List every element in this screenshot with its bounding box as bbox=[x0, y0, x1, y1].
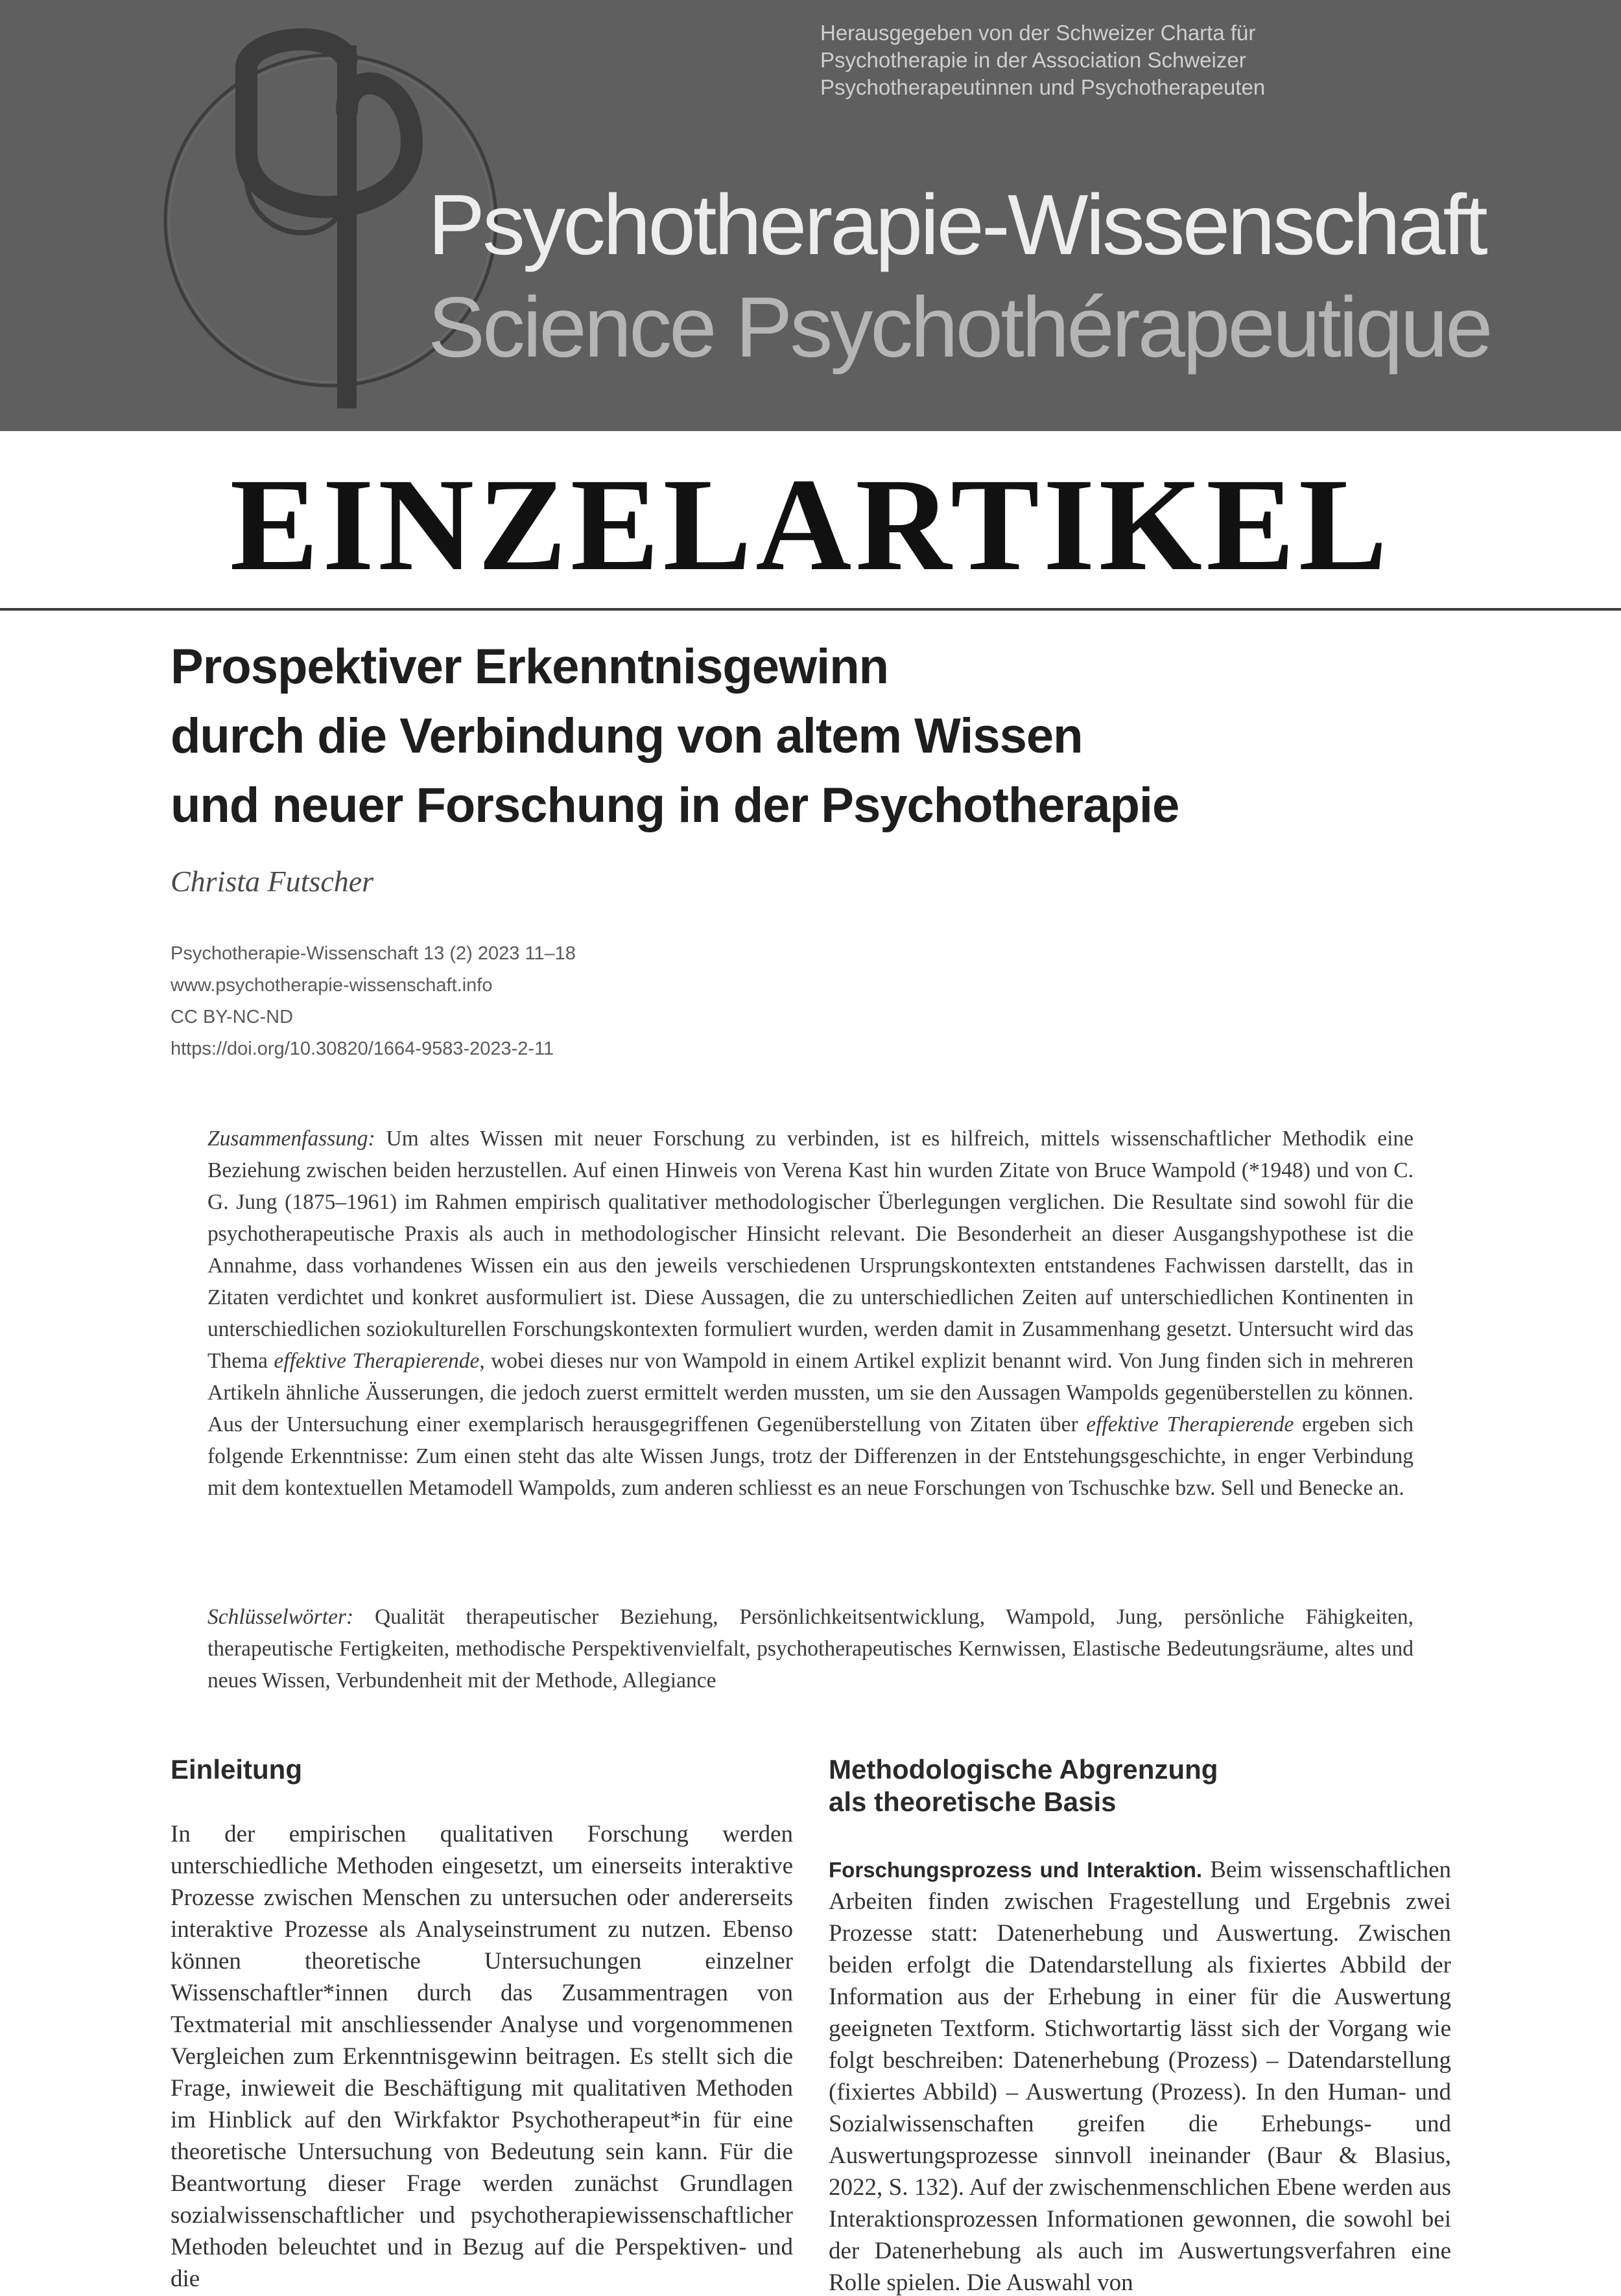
publisher-note-line: Psychotherapie in der Association Schweizer bbox=[820, 48, 1246, 72]
section-heading-line: Methodologische Abgrenzung bbox=[829, 1754, 1218, 1785]
doi-link[interactable]: https://doi.org/10.30820/1664-9583-2023-2-11 bbox=[171, 1038, 554, 1059]
journal-title-french: Science Psychothérapeutique bbox=[428, 279, 1491, 375]
article-title-line: und neuer Forschung in der Psychotherapie bbox=[171, 778, 1179, 833]
abstract-label: Zusammenfassung: bbox=[207, 1127, 375, 1151]
article-title-line: durch die Verbindung von altem Wissen bbox=[171, 709, 1083, 764]
abstract bbox=[207, 1123, 1414, 1504]
body-paragraph bbox=[829, 1854, 1451, 2296]
abstract-text: ergeben sich folgende Erkenntnisse: Zum einen steht das alte Wissen Jungs, trotz der Differenzen in der Entstehungsgeschichte, in enger Verbindung mit dem kontextuellen Metamodell Wampolds, zum anderen schliesst es an neue Forschungen von Tschuschke bzw. Sell und Benecke an. bbox=[207, 1412, 1414, 1500]
body-paragraph-text: Beim wissenschaftlichen Arbeiten finden zwischen Fragestellung und Ergebnis zwei Prozesse statt: Datenerhebung und Auswertung. Zwischen beiden erfolgt die Datendarstellung als fixiertes Abbild der Information aus der Erhebung in einer für die Auswertung geeigneten Textform. Stichwortartig lässt sich der Vorgang wie folgt beschreiben: Datenerhebung (Prozess) – Datendarstellung (fixiertes Abbild) – Auswertung (Prozess). In den Human- und Sozialwissenschaften greifen die Erhebungs- und Auswertungsprozesse sinnvoll ineinander (Baur & Blasius, 2022, S. 132). Auf der zwischenmenschlichen Ebene werden aus Interaktionsprozessen Informationen gewonnen, die sowohl bei der Datenerhebung als auch im Auswertungsverfahren eine Rolle spielen. Die Auswahl von bbox=[829, 1857, 1451, 2296]
section-methodology bbox=[829, 1753, 1451, 2296]
section-heading-line: als theoretische Basis bbox=[829, 1786, 1117, 1817]
section-introduction bbox=[171, 1753, 793, 2295]
article-type-banner bbox=[0, 431, 1621, 609]
abstract-text: , wobei dieses nur von Wampold in einem Artikel explizit benannt wird. Von Jung finden sich in mehreren Artikeln ähnliche Äusserungen, die jedoch zuerst ermittelt werden mussten, um sie den Aussagen Wampolds gegenüberstellen zu können. Aus der Untersuchung einer exemplarisch herausgegriffenen Gegenüberstellung von Zitaten über bbox=[207, 1349, 1414, 1436]
journal-title-german: Psychotherapie-Wissenschaft bbox=[428, 177, 1485, 272]
article-title bbox=[171, 632, 1467, 840]
keywords-text: Qualität therapeutischer Beziehung, Persönlichkeitsentwicklung, Wampold, Jung, persönliche Fähigkeiten, therapeutische Fertigkeiten, methodische Perspektivenvielfalt, psychotherapeutisches Kernwissen, Elastische Bedeutungsräume, altes und neues Wissen, Verbundenheit mit der Methode, Allegiance bbox=[207, 1605, 1414, 1693]
license: CC BY-NC-ND bbox=[171, 1007, 294, 1027]
journal-header bbox=[0, 0, 1621, 431]
section-heading: Einleitung bbox=[171, 1754, 302, 1785]
journal-website-link[interactable]: www.psychotherapie-wissenschaft.info bbox=[171, 975, 493, 996]
body-paragraph: In der empirischen qualitativen Forschung werden unterschiedliche Methoden eingesetzt, um einerseits interaktive Prozesse zwischen Menschen zu untersuchen oder andererseits interaktive Prozesse als Analyseinstrument zu nutzen. Ebenso können theoretische Untersuchungen einzelner Wissenschaftler*innen durch das Zusammentragen von Textmaterial mit anschliessender Analyse und vorgenommenen Vergleichen zum Erkenntnisgewinn beitragen. Es stellt sich die Frage, inwieweit die Beschäftigung mit qualitativen Methoden im Hinblick auf den Wirkfaktor Psychotherapeut*in für eine theoretische Untersuchung von Bedeutung sein kann. Für die Beantwortung dieser Frage werden zunächst Grundlagen sozialwissenschaftlicher und psychotherapiewissenschaftlicher Methoden beleuchtet und in Bezug auf die Perspektiven- und die bbox=[171, 1821, 793, 2292]
keywords-label: Schlüsselwörter: bbox=[207, 1605, 354, 1629]
divider-rule bbox=[0, 608, 1621, 611]
run-in-heading: Forschungsprozess und Interaktion. bbox=[829, 1858, 1203, 1882]
citation: Psychotherapie-Wissenschaft 13 (2) 2023 11–18 bbox=[171, 943, 576, 964]
publisher-note bbox=[820, 19, 1436, 101]
abstract-text: Um altes Wissen mit neuer Forschung zu verbinden, ist es hilfreich, mittels wissenschaftlicher Methodik eine Beziehung zwischen beiden herzustellen. Auf einen Hinweis von Verena Kast hin wurden Zitate von Bruce Wampold (*1948) und von C. G. Jung (1875–1961) im Rahmen empirisch qualitativer methodologischer Überlegungen verglichen. Die Resultate sind sowohl für die psychotherapeutische Praxis als auch in methodologischer Hinsicht relevant. Die Besonderheit an dieser Ausgangshypothese ist die Annahme, dass vorhandenes Wissen ein aus den jeweils verschiedenen Ursprungskontexten entstandenes Fachwissen darstellt, das in Zitaten verdichtet und konkret ausformuliert ist. Diese Aussagen, die zu unterschiedlichen Zeiten auf unterschiedlichen Kontinenten in unterschiedlichen soziokulturellen Forschungskontexten formuliert wurden, werden damit in Zusammenhang gesetzt. Untersucht wird das Thema bbox=[207, 1127, 1414, 1373]
article-type-label: EINZELARTIKEL bbox=[230, 451, 1391, 598]
publisher-note-line: Psychotherapeutinnen und Psychotherapeuten bbox=[820, 75, 1266, 99]
publisher-note-line: Herausgegeben von der Schweizer Charta für bbox=[820, 21, 1256, 45]
keywords bbox=[207, 1601, 1414, 1696]
article-metadata bbox=[171, 938, 819, 1065]
author-name: Christa Futscher bbox=[171, 865, 374, 898]
section-heading bbox=[829, 1753, 1451, 1818]
abstract-term: effektive Therapierende bbox=[1086, 1412, 1294, 1436]
article-title-line: Prospektiver Erkenntnisgewinn bbox=[171, 639, 889, 694]
abstract-term: effektive Therapierende bbox=[274, 1349, 480, 1373]
